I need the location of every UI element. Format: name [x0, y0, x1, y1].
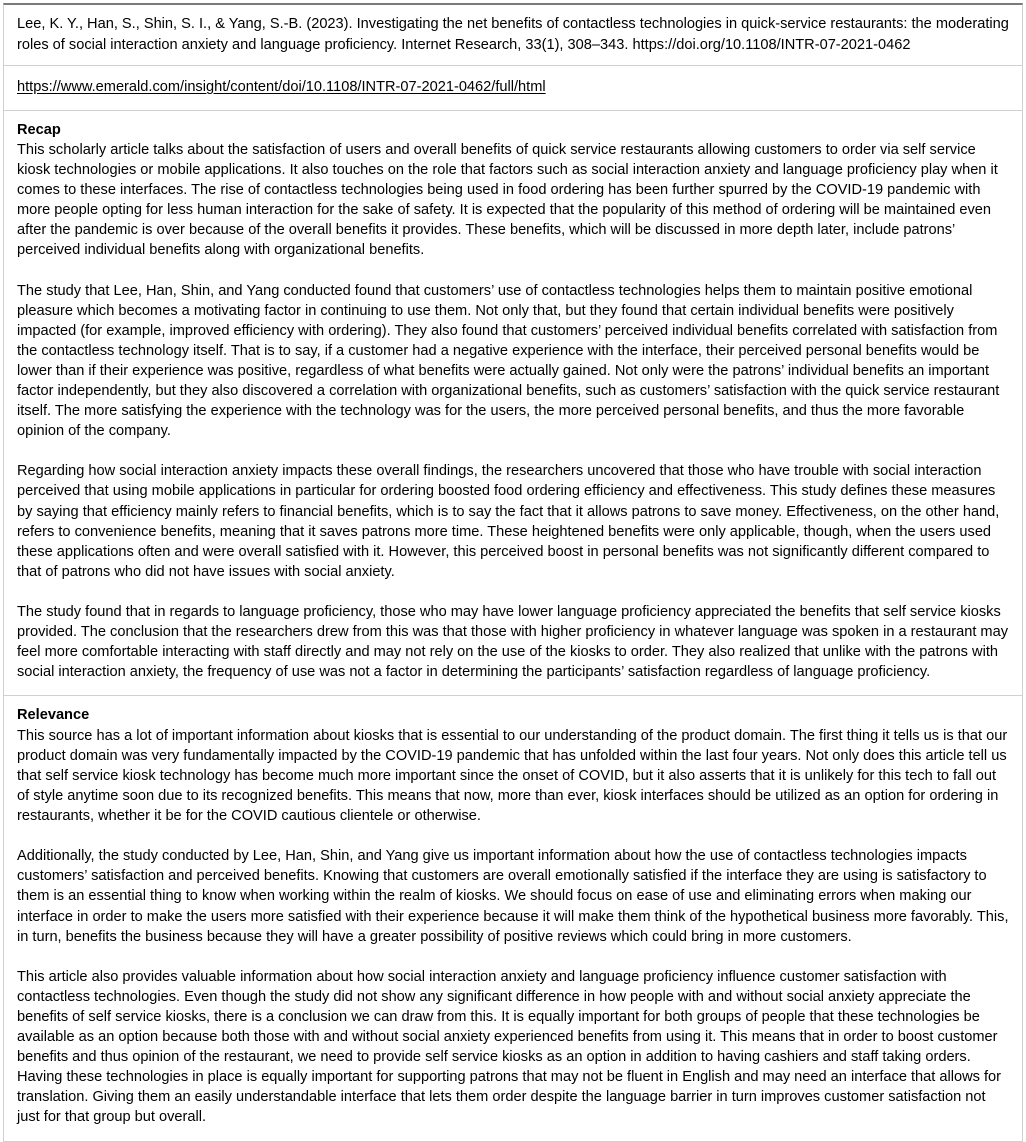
recap-paragraph-3: Regarding how social interaction anxiety impacts these overall findings, the researchers uncovered that those who have trouble with social interaction perceived that using mobile applications in particular for ordering boosted food ordering efficiency and effectiveness. This study defines these measures by saying that efficiency mainly refers to financial benefits, which is to say the fact that it allows patrons to save money. Effectiveness, on the other hand, refers to convenience benefits, meaning that it saves patrons more time. These heightened benefits were only applicable, though, when the users used these applications often and were overall satisfied with it. However, this perceived boost in personal benefits was not significantly different compared to that of patrons who did not have issues with social anxiety. [17, 463, 1000, 580]
relevance-heading: Relevance [17, 707, 90, 724]
citation-text: Lee, K. Y., Han, S., Shin, S. I., & Yang, S.-B. (2023). Investigating the net benefits of contactless technologies in quick-service restaurants: the moderating roles of social interaction anxiety and language proficiency. Internet Research, 33(1), 308–343. https://doi.org/10.1108/INTR-07-2021-0462 [17, 16, 1009, 53]
relevance-paragraph-1: This source has a lot of important information about kiosks that is essential to our understanding of the product domain. The first thing it tells us is that our product domain was very fundamentally impacted by the COVID-19 pandemic that has unfolded within the last four years. Not only does this article tell us that self service kiosk technology has become much more important since the onset of COVID, but it also asserts that it is unlikely for this tech to fall out of style anytime soon due to its recognized benefits. This means that now, more than ever, kiosk interfaces should be utilized as an option for ordering in restaurants, whether it be for the COVID cautious clientele or otherwise. [17, 727, 1008, 825]
relevance-row [4, 696, 1022, 1141]
recap-row [4, 111, 1022, 697]
source-annotation-table [3, 3, 1023, 1142]
recap-paragraph-2: The study that Lee, Han, Shin, and Yang conducted found that customers’ use of contactless technologies helps them to maintain positive emotional pleasure which becomes a motivating factor in continuing to use them. Not only that, but they found that certain individual benefits were positively impacted (for example, improved efficiency with ordering). They also found that customers’ perceived individual benefits correlated with satisfaction from the contactless technology itself. That is to say, if a customer had a negative experience with the interface, their perceived personal benefits would be lower than if their experience was positive, regardless of what benefits were actually gained. Not only were the patrons’ individual benefits an important factor independently, but they also discovered a correlation with organizational benefits, such as customers’ satisfaction with the quick service restaurant itself. The more satisfying the experience with the technology was for the users, the more perceived personal benefits, and thus the more favorable opinion of the company. [17, 282, 1000, 440]
recap-paragraph-1: This scholarly article talks about the satisfaction of users and overall benefits of quick service restaurants allowing customers to order via self service kiosk technologies or mobile applications. It also touches on the role that factors such as social interaction anxiety and language proficiency play when it comes to these interfaces. The rise of contactless technologies being used in food ordering has been further spurred by the COVID-19 pandemic with more people opting for less human interaction for the sake of safety. It is expected that the popularity of this method of ordering will be maintained even after the pandemic is over because of the overall benefits it provides. These benefits, which will be discussed in more depth later, include patrons’ perceived individual benefits along with organizational benefits. [17, 142, 998, 259]
relevance-paragraph-3: This article also provides valuable information about how social interaction anxiety and language proficiency influence customer satisfaction with contactless technologies. Even though the study did not show any significant difference in how people with and without social anxiety appreciate the benefits of self service kiosks, there is a conclusion we can draw from this. It is equally important for both groups of people that these technologies be available as an option because both those with and without social anxiety experienced benefits from using it. This means that in order to boost customer benefits and thus opinion of the restaurant, we need to provide self service kiosks as an option in addition to having cashiers and staff taking orders. Having these technologies in place is equally important for supporting patrons that may not be fluent in English and may need an interface that allows for translation. Giving them an easily understandable interface that lets them order despite the language barrier in turn improves customer satisfaction not just for that group but overall. [17, 968, 1002, 1126]
recap-heading: Recap [17, 121, 61, 138]
url-row [4, 66, 1022, 111]
recap-paragraph-4: The study found that in regards to language proficiency, those who may have lower language proficiency appreciated the benefits that self service kiosks provided. The conclusion that the researchers drew from this was that those with higher proficiency in whatever language was spoken in a restaurant may feel more comfortable interacting with staff directly and may not rely on the use of the kiosks to order. They also realized that unlike with the patrons with social interaction anxiety, the frequency of use was not a factor in determining the participants’ satisfaction regardless of language proficiency. [17, 603, 1009, 681]
relevance-paragraph-2: Additionally, the study conducted by Lee, Han, Shin, and Yang give us important information about how the use of contactless technologies impacts customers’ satisfaction and perceived benefits. Knowing that customers are overall emotionally satisfied if the interface they are using is satisfactory to them is an essential thing to know when working within the realm of kiosks. We should focus on ease of use and eliminating errors when making our interface in order to make the users more satisfied with their experience because it will make them think of the hypothetical business more favorably. This, in turn, benefits the business because they will have a greater possibility of positive reviews which could bring in more customers. [17, 848, 1009, 945]
citation-row [4, 5, 1022, 66]
source-url-link[interactable]: https://www.emerald.com/insight/content/doi/10.1108/INTR-07-2021-0462/full/html [17, 79, 546, 95]
